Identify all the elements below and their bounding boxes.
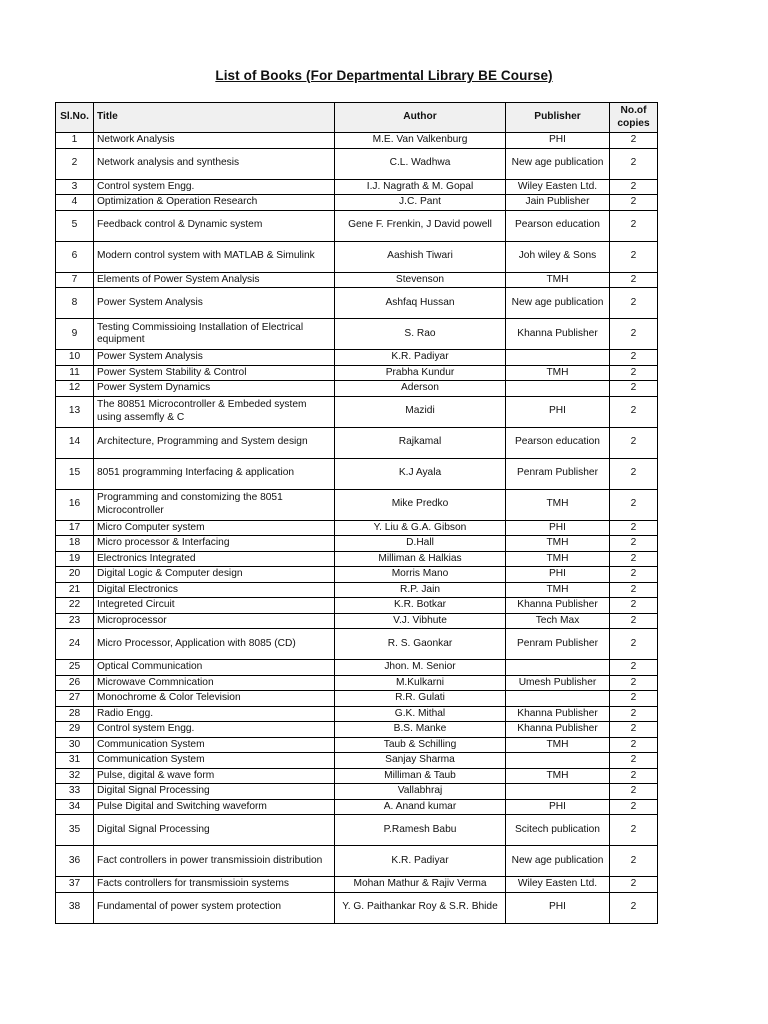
cell-sl-no: 26	[56, 675, 94, 691]
cell-title: Fundamental of power system protection	[94, 892, 335, 923]
cell-author: Vallabhraj	[335, 784, 506, 800]
cell-copies: 2	[610, 799, 658, 815]
table-row	[56, 241, 658, 272]
cell-title: Microprocessor	[94, 613, 335, 629]
cell-copies: 2	[610, 582, 658, 598]
cell-sl-no: 27	[56, 691, 94, 707]
cell-author: Gene F. Frenkin, J David powell	[335, 210, 506, 241]
cell-publisher: PHI	[506, 133, 610, 149]
cell-sl-no: 18	[56, 536, 94, 552]
cell-copies: 2	[610, 722, 658, 738]
cell-sl-no: 14	[56, 427, 94, 458]
cell-copies: 2	[610, 598, 658, 614]
cell-sl-no: 9	[56, 319, 94, 350]
cell-title: Digital Electronics	[94, 582, 335, 598]
cell-copies: 2	[610, 567, 658, 583]
table-row	[56, 768, 658, 784]
cell-sl-no: 38	[56, 892, 94, 923]
cell-copies: 2	[610, 195, 658, 211]
cell-sl-no: 34	[56, 799, 94, 815]
cell-title: Digital Signal Processing	[94, 784, 335, 800]
table-row	[56, 427, 658, 458]
cell-sl-no: 2	[56, 148, 94, 179]
cell-sl-no: 22	[56, 598, 94, 614]
table-row	[56, 520, 658, 536]
cell-author: C.L. Wadhwa	[335, 148, 506, 179]
table-row	[56, 458, 658, 489]
table-row	[56, 706, 658, 722]
cell-publisher: PHI	[506, 396, 610, 427]
cell-sl-no: 21	[56, 582, 94, 598]
cell-sl-no: 12	[56, 381, 94, 397]
table-row	[56, 660, 658, 676]
cell-title: Power System Analysis	[94, 350, 335, 366]
cell-copies: 2	[610, 458, 658, 489]
cell-title: The 80851 Microcontroller & Embeded system using assemfly & C	[94, 396, 335, 427]
header-title: Title	[94, 103, 335, 133]
cell-publisher: Umesh Publisher	[506, 675, 610, 691]
table-row	[56, 846, 658, 877]
cell-publisher: Khanna Publisher	[506, 722, 610, 738]
cell-publisher: Jain Publisher	[506, 195, 610, 211]
cell-author: Morris Mano	[335, 567, 506, 583]
cell-title: Architecture, Programming and System design	[94, 427, 335, 458]
cell-sl-no: 13	[56, 396, 94, 427]
table-row	[56, 629, 658, 660]
table-row	[56, 350, 658, 366]
table-row	[56, 179, 658, 195]
cell-author: J.C. Pant	[335, 195, 506, 211]
cell-publisher: TMH	[506, 737, 610, 753]
cell-title: Micro Computer system	[94, 520, 335, 536]
cell-title: Optical Communication	[94, 660, 335, 676]
table-body	[56, 133, 658, 924]
cell-title: Network analysis and synthesis	[94, 148, 335, 179]
cell-copies: 2	[610, 241, 658, 272]
cell-author: K.J Ayala	[335, 458, 506, 489]
cell-author: I.J. Nagrath & M. Gopal	[335, 179, 506, 195]
cell-author: Stevenson	[335, 272, 506, 288]
cell-author: Rajkamal	[335, 427, 506, 458]
table-row	[56, 877, 658, 893]
cell-publisher	[506, 660, 610, 676]
cell-copies: 2	[610, 613, 658, 629]
books-table	[55, 102, 658, 924]
cell-sl-no: 28	[56, 706, 94, 722]
cell-title: Power System Dynamics	[94, 381, 335, 397]
cell-sl-no: 16	[56, 489, 94, 520]
table-row	[56, 148, 658, 179]
cell-publisher: PHI	[506, 567, 610, 583]
cell-author: Milliman & Taub	[335, 768, 506, 784]
table-row	[56, 784, 658, 800]
cell-title: Micro Processor, Application with 8085 (CD)	[94, 629, 335, 660]
cell-title: Integreted Circuit	[94, 598, 335, 614]
table-row	[56, 691, 658, 707]
table-row	[56, 613, 658, 629]
cell-sl-no: 7	[56, 272, 94, 288]
header-publisher: Publisher	[506, 103, 610, 133]
cell-title: Facts controllers for transmissioin systems	[94, 877, 335, 893]
table-row	[56, 396, 658, 427]
cell-title: Monochrome & Color Television	[94, 691, 335, 707]
cell-author: Milliman & Halkias	[335, 551, 506, 567]
cell-publisher: TMH	[506, 272, 610, 288]
table-row	[56, 799, 658, 815]
cell-sl-no: 24	[56, 629, 94, 660]
cell-publisher: TMH	[506, 768, 610, 784]
cell-sl-no: 19	[56, 551, 94, 567]
table-row	[56, 365, 658, 381]
table-row	[56, 288, 658, 319]
cell-author: R.R. Gulati	[335, 691, 506, 707]
cell-copies: 2	[610, 737, 658, 753]
cell-copies: 2	[610, 815, 658, 846]
cell-title: 8051 programming Interfacing & application	[94, 458, 335, 489]
table-row	[56, 381, 658, 397]
cell-copies: 2	[610, 350, 658, 366]
cell-title: Feedback control & Dynamic system	[94, 210, 335, 241]
cell-title: Control system Engg.	[94, 722, 335, 738]
table-row	[56, 133, 658, 149]
cell-publisher	[506, 350, 610, 366]
cell-copies: 2	[610, 489, 658, 520]
cell-title: Testing Commissioing Installation of Electrical equipment	[94, 319, 335, 350]
cell-author: M.Kulkarni	[335, 675, 506, 691]
cell-sl-no: 31	[56, 753, 94, 769]
cell-copies: 2	[610, 288, 658, 319]
table-row	[56, 489, 658, 520]
table-row	[56, 675, 658, 691]
cell-title: Radio Engg.	[94, 706, 335, 722]
cell-author: Mohan Mathur & Rajiv Verma	[335, 877, 506, 893]
cell-copies: 2	[610, 272, 658, 288]
cell-publisher: New age publication	[506, 846, 610, 877]
cell-publisher: Wiley Easten Ltd.	[506, 179, 610, 195]
cell-publisher	[506, 381, 610, 397]
cell-publisher: Tech Max	[506, 613, 610, 629]
header-sl-no: Sl.No.	[56, 103, 94, 133]
table-row	[56, 722, 658, 738]
cell-copies: 2	[610, 536, 658, 552]
cell-title: Power System Analysis	[94, 288, 335, 319]
cell-sl-no: 15	[56, 458, 94, 489]
cell-copies: 2	[610, 784, 658, 800]
cell-copies: 2	[610, 319, 658, 350]
cell-sl-no: 11	[56, 365, 94, 381]
cell-author: P.Ramesh Babu	[335, 815, 506, 846]
cell-publisher: Scitech publication	[506, 815, 610, 846]
header-copies: No.of copies	[610, 103, 658, 133]
cell-author: R.P. Jain	[335, 582, 506, 598]
cell-sl-no: 10	[56, 350, 94, 366]
cell-sl-no: 5	[56, 210, 94, 241]
table-row	[56, 753, 658, 769]
cell-publisher: TMH	[506, 365, 610, 381]
cell-publisher: TMH	[506, 582, 610, 598]
cell-publisher: New age publication	[506, 288, 610, 319]
cell-title: Pulse Digital and Switching waveform	[94, 799, 335, 815]
cell-publisher: Khanna Publisher	[506, 319, 610, 350]
table-row	[56, 815, 658, 846]
table-row	[56, 195, 658, 211]
cell-title: Modern control system with MATLAB & Simulink	[94, 241, 335, 272]
cell-sl-no: 29	[56, 722, 94, 738]
cell-sl-no: 17	[56, 520, 94, 536]
cell-publisher: TMH	[506, 551, 610, 567]
cell-author: M.E. Van Valkenburg	[335, 133, 506, 149]
page-title: List of Books (For Departmental Library BE Course)	[215, 68, 553, 83]
cell-copies: 2	[610, 753, 658, 769]
cell-author: G.K. Mithal	[335, 706, 506, 722]
cell-sl-no: 32	[56, 768, 94, 784]
cell-copies: 2	[610, 365, 658, 381]
cell-author: Ashfaq Hussan	[335, 288, 506, 319]
cell-copies: 2	[610, 629, 658, 660]
cell-sl-no: 25	[56, 660, 94, 676]
cell-sl-no: 30	[56, 737, 94, 753]
cell-publisher: PHI	[506, 892, 610, 923]
cell-author: Sanjay Sharma	[335, 753, 506, 769]
cell-copies: 2	[610, 427, 658, 458]
cell-title: Electronics Integrated	[94, 551, 335, 567]
cell-title: Communication System	[94, 753, 335, 769]
table-row	[56, 551, 658, 567]
cell-sl-no: 23	[56, 613, 94, 629]
cell-title: Microwave Commnication	[94, 675, 335, 691]
cell-author: B.S. Manke	[335, 722, 506, 738]
cell-title: Digital Logic & Computer design	[94, 567, 335, 583]
table-row	[56, 598, 658, 614]
cell-copies: 2	[610, 768, 658, 784]
cell-copies: 2	[610, 520, 658, 536]
cell-copies: 2	[610, 133, 658, 149]
cell-publisher: PHI	[506, 520, 610, 536]
cell-sl-no: 33	[56, 784, 94, 800]
cell-author: K.R. Padiyar	[335, 846, 506, 877]
table-row	[56, 892, 658, 923]
cell-publisher: Joh wiley & Sons	[506, 241, 610, 272]
cell-author: K.R. Padiyar	[335, 350, 506, 366]
table-row	[56, 536, 658, 552]
cell-sl-no: 6	[56, 241, 94, 272]
cell-copies: 2	[610, 381, 658, 397]
cell-title: Power System Stability & Control	[94, 365, 335, 381]
cell-publisher: PHI	[506, 799, 610, 815]
table-row	[56, 582, 658, 598]
cell-publisher: TMH	[506, 536, 610, 552]
cell-publisher: Pearson education	[506, 427, 610, 458]
cell-title: Control system Engg.	[94, 179, 335, 195]
cell-title: Optimization & Operation Research	[94, 195, 335, 211]
cell-author: S. Rao	[335, 319, 506, 350]
cell-copies: 2	[610, 892, 658, 923]
cell-copies: 2	[610, 706, 658, 722]
cell-title: Digital Signal Processing	[94, 815, 335, 846]
cell-copies: 2	[610, 551, 658, 567]
cell-sl-no: 20	[56, 567, 94, 583]
cell-copies: 2	[610, 691, 658, 707]
header-author: Author	[335, 103, 506, 133]
cell-author: A. Anand kumar	[335, 799, 506, 815]
cell-copies: 2	[610, 396, 658, 427]
cell-sl-no: 1	[56, 133, 94, 149]
cell-sl-no: 37	[56, 877, 94, 893]
cell-sl-no: 4	[56, 195, 94, 211]
cell-author: D.Hall	[335, 536, 506, 552]
table-header-row	[56, 103, 658, 133]
cell-publisher: Khanna Publisher	[506, 598, 610, 614]
cell-author: V.J. Vibhute	[335, 613, 506, 629]
cell-sl-no: 3	[56, 179, 94, 195]
cell-copies: 2	[610, 148, 658, 179]
cell-author: Mazidi	[335, 396, 506, 427]
cell-copies: 2	[610, 877, 658, 893]
cell-author: Jhon. M. Senior	[335, 660, 506, 676]
cell-publisher: Penram Publisher	[506, 629, 610, 660]
table-row	[56, 272, 658, 288]
table-row	[56, 319, 658, 350]
cell-publisher: New age publication	[506, 148, 610, 179]
cell-publisher: Wiley Easten Ltd.	[506, 877, 610, 893]
cell-author: Y. Liu & G.A. Gibson	[335, 520, 506, 536]
cell-author: R. S. Gaonkar	[335, 629, 506, 660]
table-row	[56, 210, 658, 241]
cell-title: Pulse, digital & wave form	[94, 768, 335, 784]
cell-author: Aashish Tiwari	[335, 241, 506, 272]
table-row	[56, 567, 658, 583]
cell-author: Y. G. Paithankar Roy & S.R. Bhide	[335, 892, 506, 923]
cell-sl-no: 8	[56, 288, 94, 319]
cell-title: Network Analysis	[94, 133, 335, 149]
cell-title: Elements of Power System Analysis	[94, 272, 335, 288]
cell-publisher: Pearson education	[506, 210, 610, 241]
cell-publisher	[506, 784, 610, 800]
cell-publisher: Penram Publisher	[506, 458, 610, 489]
cell-sl-no: 35	[56, 815, 94, 846]
cell-author: Mike Predko	[335, 489, 506, 520]
cell-copies: 2	[610, 210, 658, 241]
cell-publisher	[506, 753, 610, 769]
cell-author: Taub & Schilling	[335, 737, 506, 753]
cell-publisher: Khanna Publisher	[506, 706, 610, 722]
cell-copies: 2	[610, 179, 658, 195]
cell-publisher: TMH	[506, 489, 610, 520]
cell-copies: 2	[610, 675, 658, 691]
cell-sl-no: 36	[56, 846, 94, 877]
cell-title: Fact controllers in power transmissioin distribution	[94, 846, 335, 877]
cell-author: Prabha Kundur	[335, 365, 506, 381]
cell-title: Micro processor & Interfacing	[94, 536, 335, 552]
cell-publisher	[506, 691, 610, 707]
table-row	[56, 737, 658, 753]
cell-author: Aderson	[335, 381, 506, 397]
cell-author: K.R. Botkar	[335, 598, 506, 614]
cell-copies: 2	[610, 660, 658, 676]
cell-title: Communication System	[94, 737, 335, 753]
cell-title: Programming and constomizing the 8051 Microcontroller	[94, 489, 335, 520]
cell-copies: 2	[610, 846, 658, 877]
